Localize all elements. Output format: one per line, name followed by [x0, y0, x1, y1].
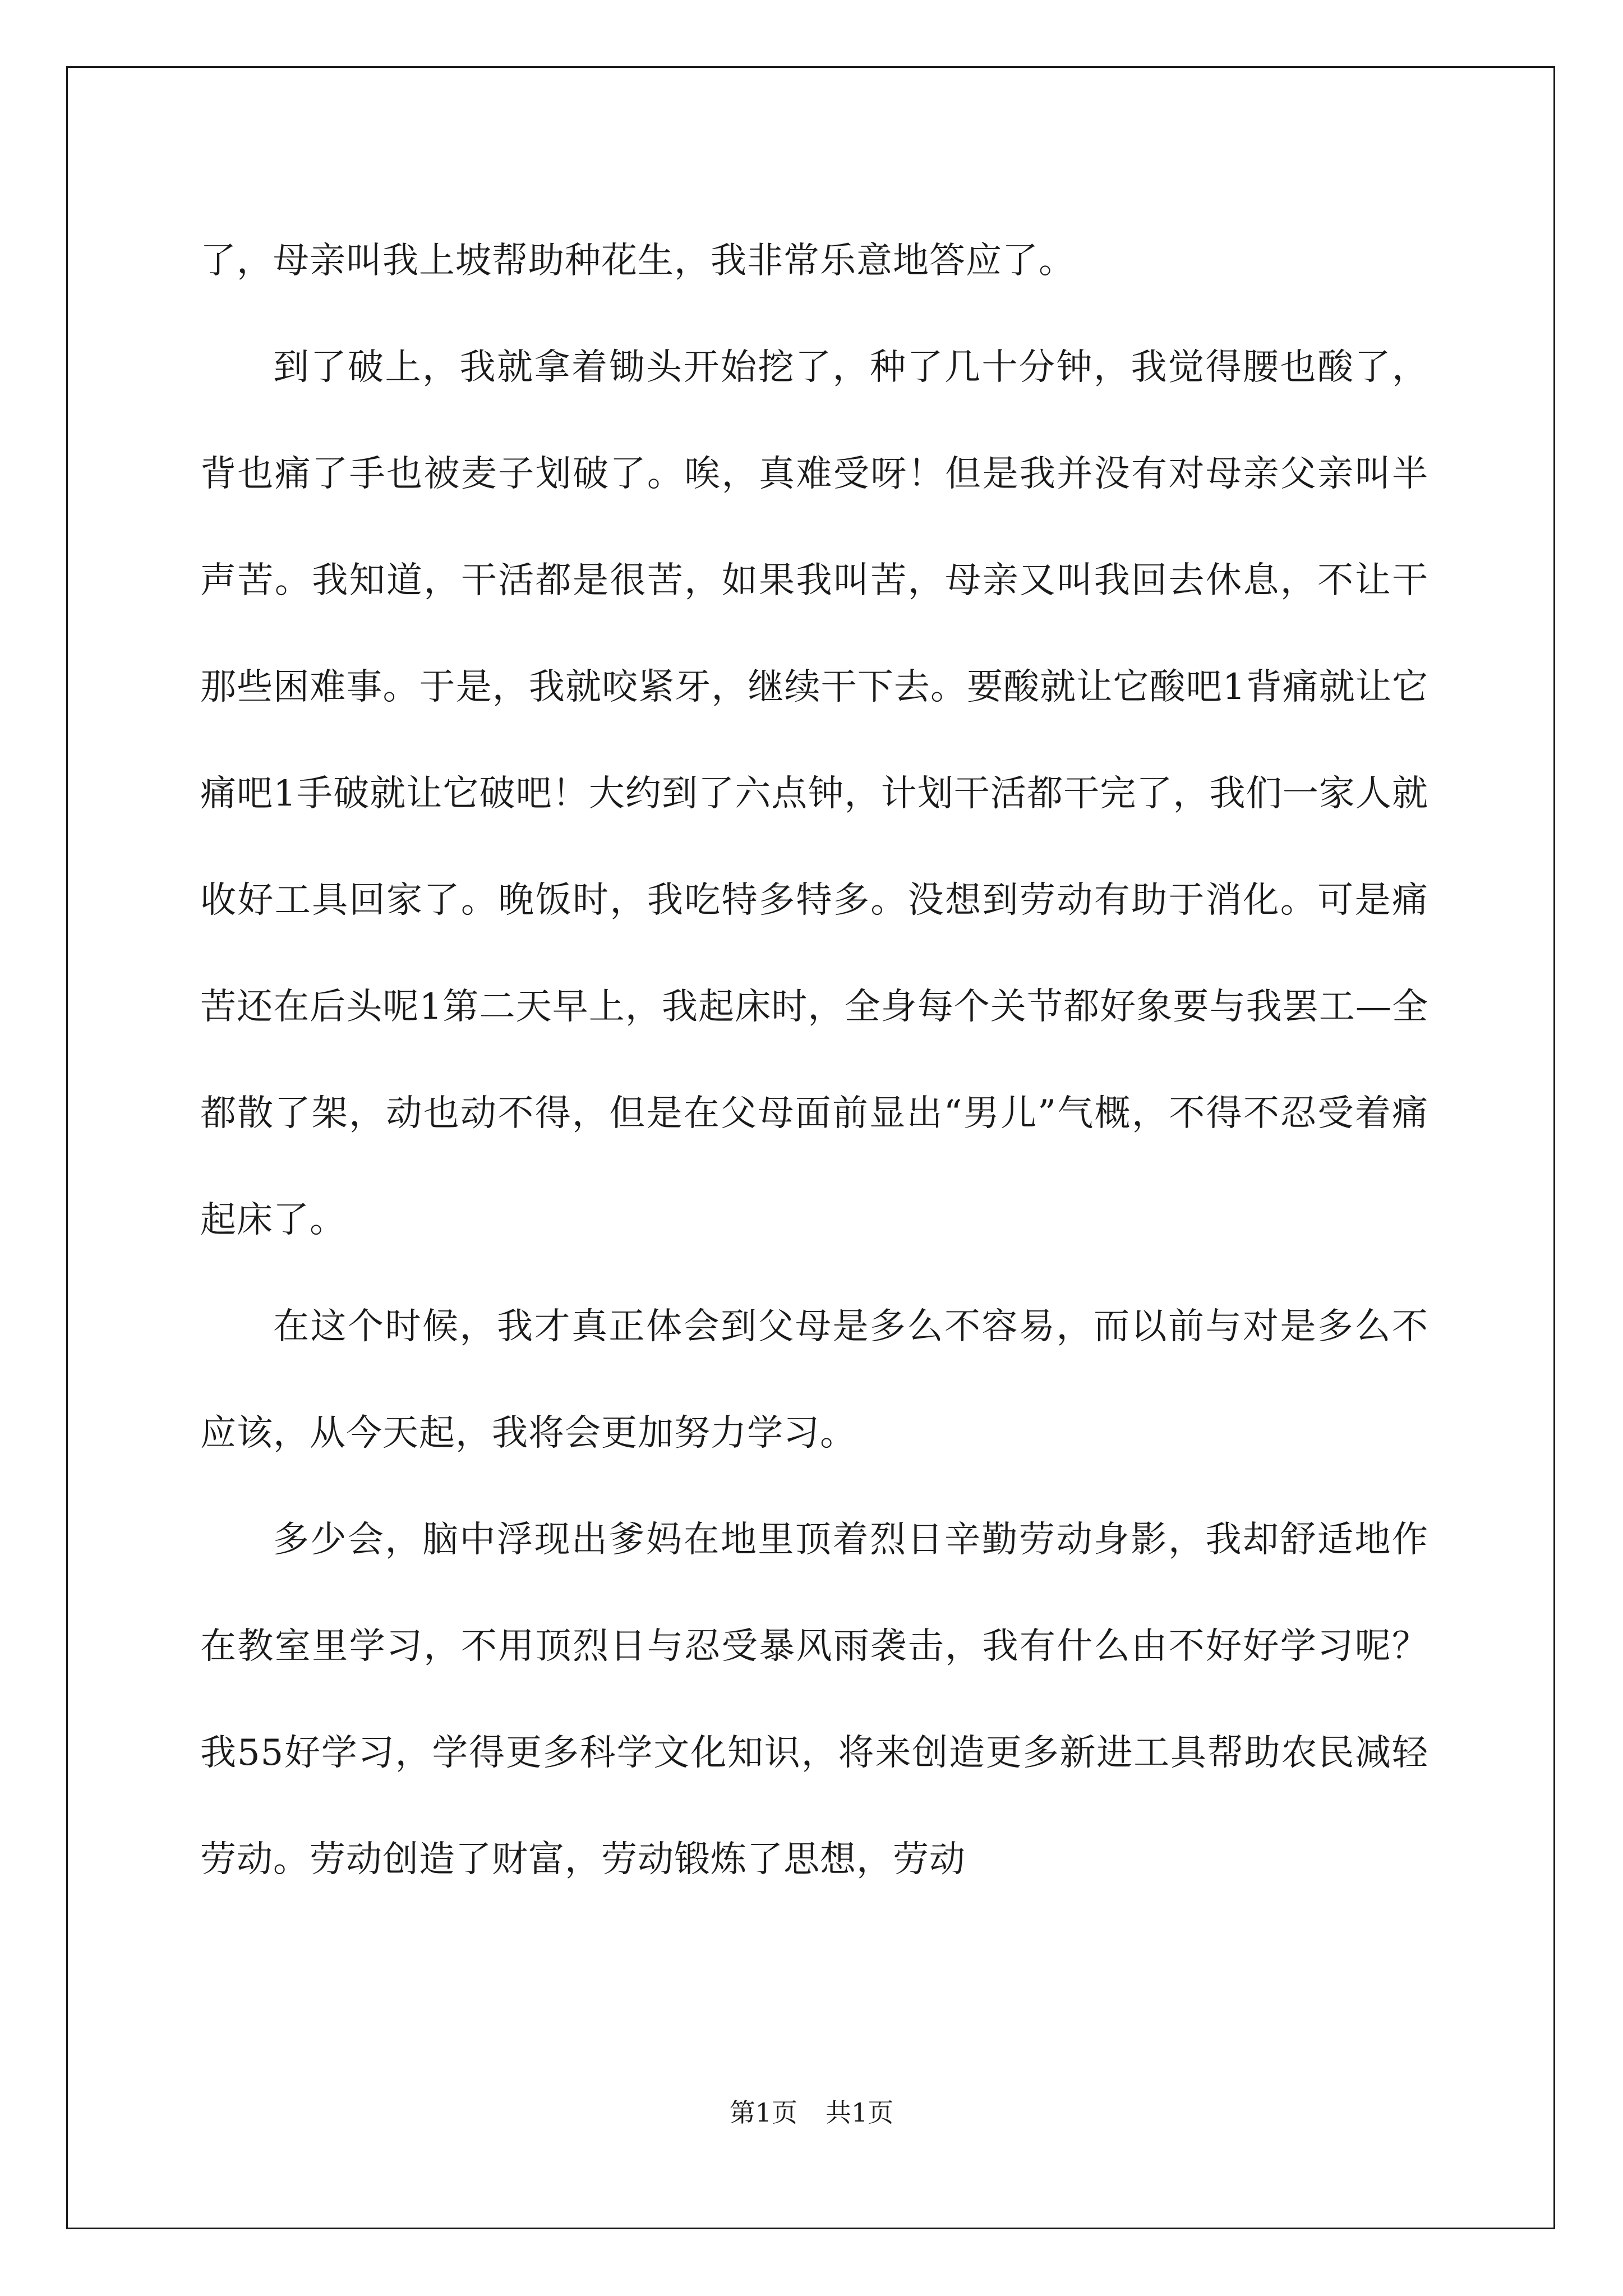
page-footer: [0, 2092, 1623, 2129]
paragraph-3: 在这个时候，我才真正体会到父母是多么不容易，而以前与对是多么不应该，从今天起，我将会更加努力学习。: [200, 1306, 1428, 1454]
page-total: 共1页: [826, 2097, 894, 2128]
paragraph-2: 到了破上，我就拿着锄头开始挖了，种了几十分钟，我觉得腰也酸了，背也痛了手也被麦子划破了。唉，真难受呀！但是我并没有对母亲父亲叫半声苦。我知道，干活都是很苦，如果我叫苦，母亲又叫我回去休息，不让干那些困难事。于是，我就咬紧牙，继续干下去。要酸就让它酸吧1背痛就让它痛吧1手破就让它破吧！大约到了六点钟，计划干活都干完了，我们一家人就收好工具回家了。晚饭时，我吃特多特多。没想到劳动有助于消化。可是痛苦还在后头呢1第二天早上，我起床时，全身每个关节都好象要与我罢工—全都散了架，动也动不得，但是在父母面前显出“男儿”气概，不得不忍受着痛起床了。: [200, 347, 1428, 1241]
page-number: 第1页: [729, 2097, 797, 2128]
paragraph-4: 多少会，脑中浮现出爹妈在地里顶着烈日辛勤劳动身影，我却舒适地作在教室里学习，不用顶烈日与忍受暴风雨袭击，我有什么由不好好学习呢？我55好学习，学得更多科学文化知识，将来创造更多新进工具帮助农民减轻劳动。劳动创造了财富，劳动锻炼了思想，劳动: [200, 1519, 1428, 1880]
paragraph-1: 了，母亲叫我上坡帮助种花生，我非常乐意地答应了。: [200, 240, 1075, 282]
document-body: [200, 208, 1428, 1913]
